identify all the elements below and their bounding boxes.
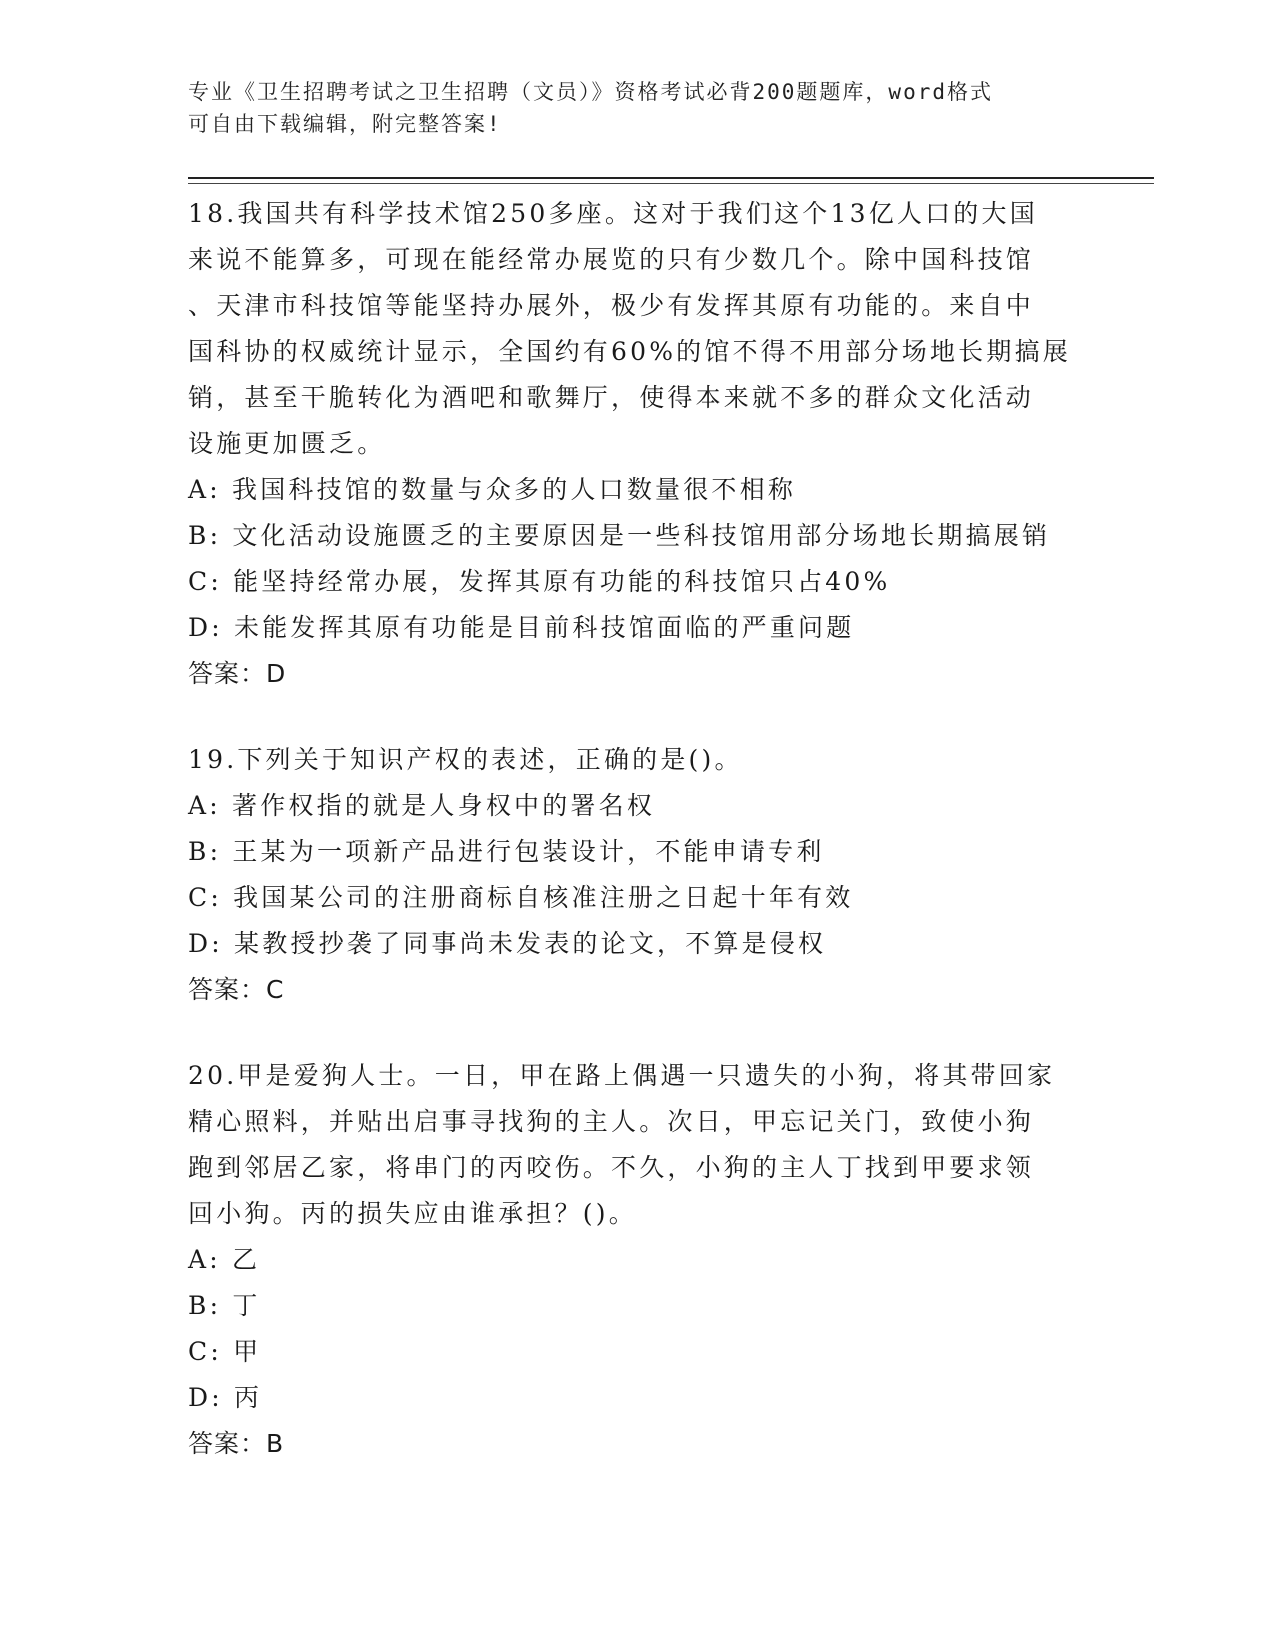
option-a: A: 乙 — [188, 1245, 261, 1274]
option-c: C: 甲 — [188, 1337, 262, 1366]
question-stem-line: 19.下列关于知识产权的表述，正确的是()。 — [188, 745, 743, 774]
question-stem-line: 国科协的权威统计显示，全国约有60%的馆不得不用部分场地长期搞展 — [188, 337, 1071, 366]
question-stem-line: 来说不能算多，可现在能经常办展览的只有少数几个。除中国科技馆 — [188, 245, 1035, 274]
question-18 — [188, 191, 1088, 697]
question-stem-line: 跑到邻居乙家，将串门的丙咬伤。不久，小狗的主人丁找到甲要求领 — [188, 1153, 1035, 1182]
question-stem-line: 、天津市科技馆等能坚持办展外，极少有发挥其原有功能的。来自中 — [188, 291, 1035, 320]
option-a: A: 我国科技馆的数量与众多的人口数量很不相称 — [188, 475, 797, 504]
option-b: B: 丁 — [188, 1291, 261, 1320]
option-b: B: 文化活动设施匮乏的主要原因是一些科技馆用部分场地长期搞展销 — [188, 521, 1051, 550]
question-stem-line: 回小狗。丙的损失应由谁承担？()。 — [188, 1199, 637, 1228]
question-list — [188, 191, 1088, 1507]
question-stem-line: 20.甲是爱狗人士。一日，甲在路上偶遇一只遗失的小狗，将其带回家 — [188, 1061, 1056, 1090]
header-divider-thick — [188, 177, 1154, 179]
option-b: B: 王某为一项新产品进行包装设计，不能申请专利 — [188, 837, 825, 866]
question-20 — [188, 1053, 1088, 1467]
question-stem-line: 精心照料，并贴出启事寻找狗的主人。次日，甲忘记关门，致使小狗 — [188, 1107, 1035, 1136]
header-title-line-2: 可自由下载编辑，附完整答案! — [188, 112, 502, 136]
option-d: D: 丙 — [188, 1383, 263, 1412]
answer-line: 答案：B — [188, 1429, 285, 1458]
option-d: D: 某教授抄袭了同事尚未发表的论文，不算是侵权 — [188, 929, 827, 958]
header-divider-thin — [188, 183, 1154, 184]
option-c: C: 能坚持经常办展，发挥其原有功能的科技馆只占40% — [188, 567, 891, 596]
option-d: D: 未能发挥其原有功能是目前科技馆面临的严重问题 — [188, 613, 855, 642]
option-a: A: 著作权指的就是人身权中的署名权 — [188, 791, 656, 820]
option-c: C: 我国某公司的注册商标自核准注册之日起十年有效 — [188, 883, 854, 912]
question-stem-line: 设施更加匮乏。 — [188, 429, 386, 458]
header-title-line-1: 专业《卫生招聘考试之卫生招聘（文员）》资格考试必背200题题库，word格式 — [188, 80, 993, 104]
question-stem-line: 销，甚至干脆转化为酒吧和歌舞厅，使得本来就不多的群众文化活动 — [188, 383, 1035, 412]
answer-line: 答案：D — [188, 659, 287, 688]
question-19 — [188, 737, 1088, 1013]
document-header — [188, 76, 1068, 140]
question-stem-line: 18.我国共有科学技术馆250多座。这对于我们这个13亿人口的大国 — [188, 199, 1038, 228]
answer-line: 答案：C — [188, 975, 285, 1004]
